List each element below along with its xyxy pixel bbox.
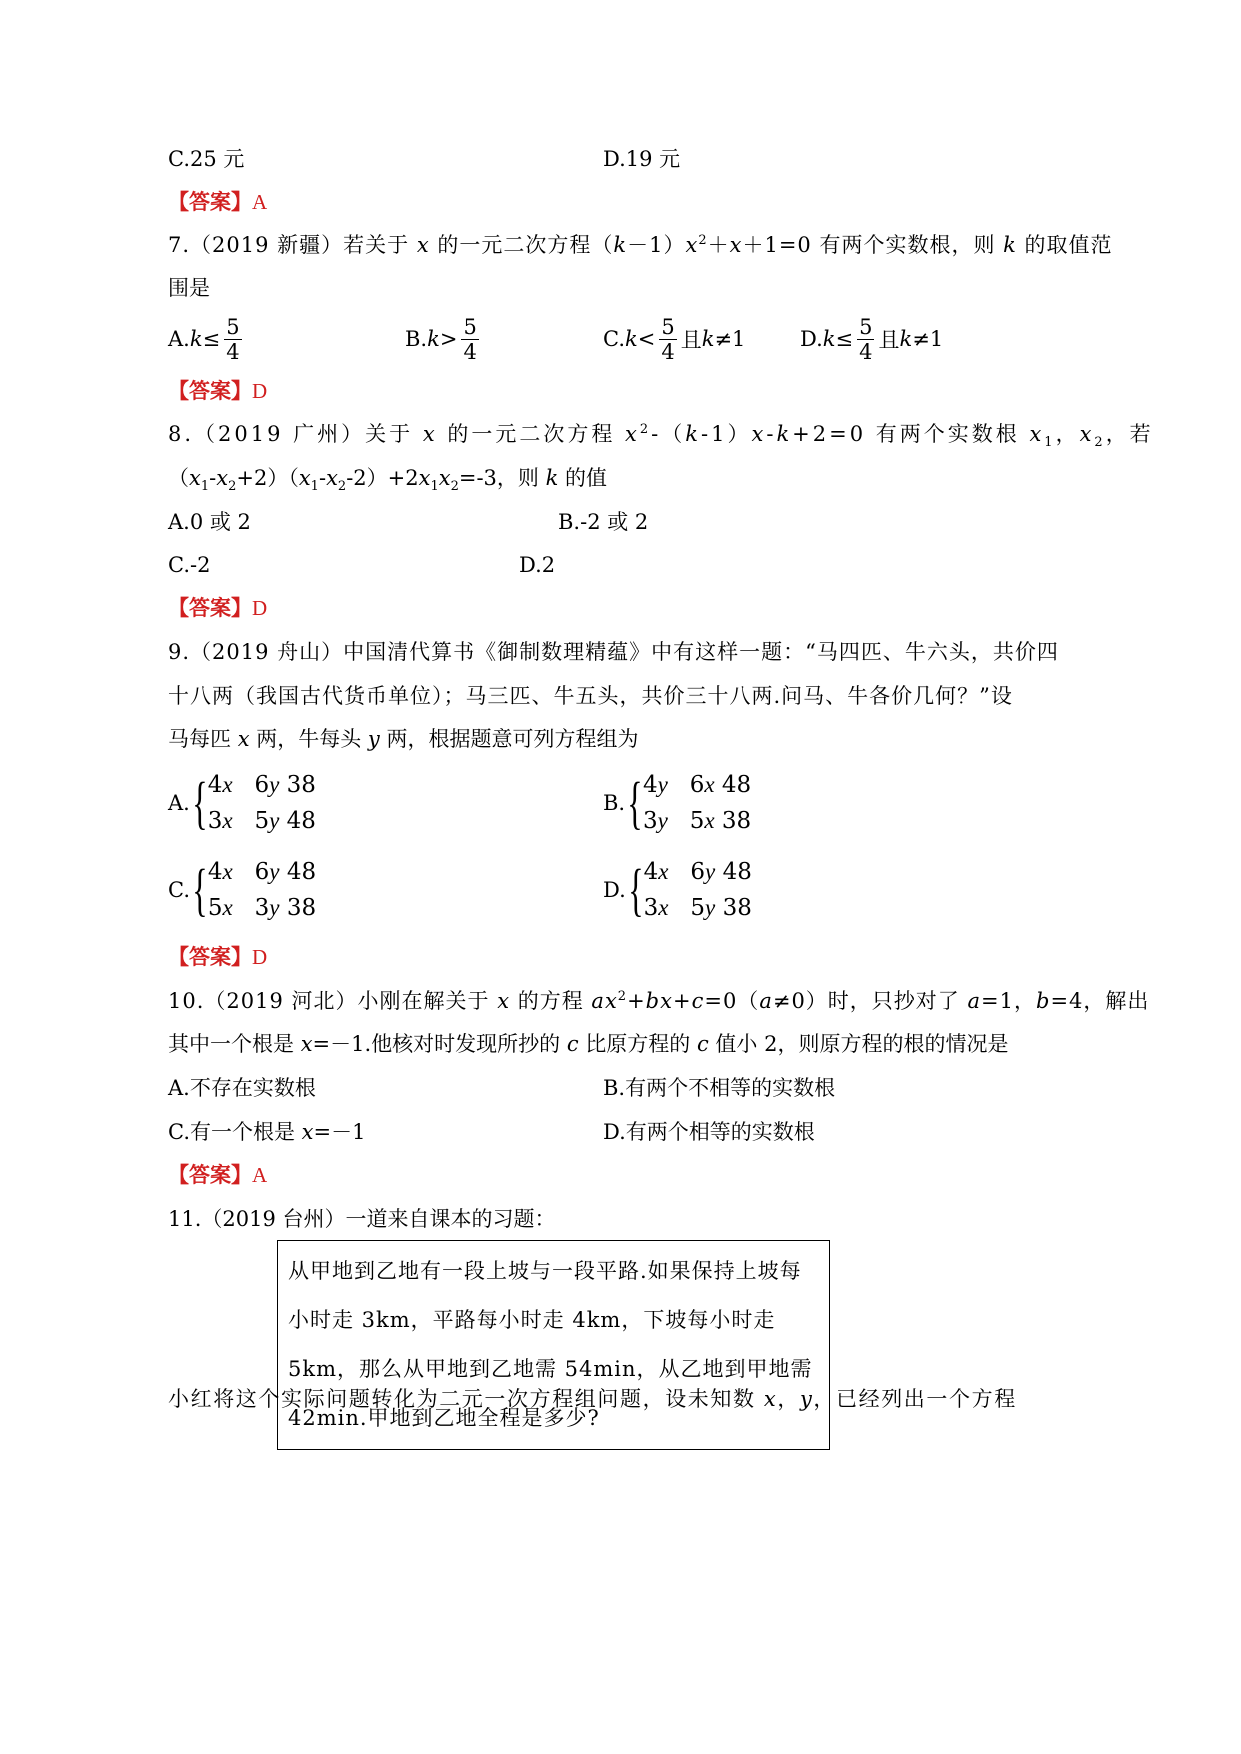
- fraction: $\frac{5}{4}$: [661, 314, 675, 364]
- q7-option-a: A. k ≤ $\frac{5}{4}$: [168, 314, 240, 364]
- q9-answer: 【答案】D: [168, 945, 268, 969]
- q11-problem-box: 从甲地到乙地有一段上坡与一段平路.如果保持上坡每小时走 3km，平路每小时走 4km，下坡每小时走 5km，那么从甲地到乙地需 54min，从乙地到甲地需 42min.甲地到乙地全程是多少?: [277, 1240, 830, 1450]
- q7-option-d: D. k ≤ $\frac{5}{4}$ 且 k ≠1: [800, 314, 944, 364]
- equation: 4x 6y 48: [643, 859, 752, 885]
- q11-stem-line1: 11.（2019 台州）一道来自课本的习题：: [168, 1207, 556, 1231]
- fraction: $\frac{5}{4}$: [226, 314, 240, 364]
- equation: 5x 3y 38: [207, 895, 317, 921]
- q6-option-c: C.25 元: [168, 147, 245, 171]
- q9-stem-line2: 十八两（我国古代货币单位）；马三匹、牛五头，共价三十八两.问马、牛各价几何？”设: [168, 684, 1013, 708]
- q8-option-b: B.-2 或 2: [558, 510, 649, 534]
- q10-option-d: D.有两个相等的实数根: [603, 1120, 815, 1144]
- fraction: $\frac{5}{4}$: [859, 314, 873, 364]
- equation: 3x 5y 38: [643, 895, 752, 921]
- q7-option-b: B. k > $\frac{5}{4}$: [405, 314, 477, 364]
- q7-stem-line2: 围是: [168, 276, 210, 300]
- q10-option-c: C.有一个根是 x=－1: [168, 1120, 366, 1144]
- q9-option-c: C. { 4x 6y 48 5x 3y 38: [168, 853, 316, 927]
- q10-stem-line1: 10.（2019 河北）小刚在解关于 x 的方程 $ax^2+bx+c=0(a\ne 0)$时，只抄对了 a=1，b=4，解出: [168, 989, 1150, 1013]
- q9-option-b: B. { 4y 6x 48 3y 5x 38: [603, 766, 751, 840]
- q9-option-a: A. { 4x 6y 38 3x 5y 48: [168, 766, 316, 840]
- equation: 3x 5y 48: [207, 808, 316, 834]
- equation: 4x 6y 38: [207, 772, 316, 798]
- q8-stem-line1: 8.（2019 广州）关于 x 的一元二次方程 $x^2-(k-1)x-k+2=0$ 有两个实数根 $x_1$，$x_2$，若: [168, 422, 1154, 451]
- q9-option-d: D. { 4x 6y 48 3x 5y 38: [603, 853, 752, 927]
- equation-system: [644, 854, 752, 926]
- q7-option-c: C. k < $\frac{5}{4}$ 且 k ≠1: [603, 314, 746, 364]
- equation-system: [208, 767, 316, 839]
- q10-option-b: B.有两个不相等的实数根: [603, 1076, 836, 1100]
- answer-value: A: [252, 190, 268, 214]
- q9-stem-line1: 9.（2019 舟山）中国清代算书《御制数理精蕴》中有这样一题：“马四匹、牛六头，共价四: [168, 640, 1059, 664]
- equation: 3y 5x 38: [642, 808, 752, 834]
- q7-stem-line1: 7.（2019 新疆）若关于 x 的一元二次方程$(k-1)x^2+x+1=0$ 有两个实数根，则 k 的取值范: [168, 233, 1113, 257]
- q10-option-a: A.不存在实数根: [168, 1076, 316, 1100]
- q10-stem-line2: 其中一个根是 x=－1.他核对时发现所抄的 c 比原方程的 c 值小 2，则原方程的根的情况是: [168, 1032, 1009, 1056]
- q9-stem-line3: 马每匹 x 两，牛每头 y 两，根据题意可列方程组为: [168, 727, 639, 751]
- equation-system: [208, 854, 316, 926]
- q6-answer: [168, 188, 267, 216]
- q8-option-d: D.2: [519, 553, 556, 577]
- q6-option-d: D.19 元: [603, 147, 681, 171]
- equation-system: [643, 767, 751, 839]
- equation: 4y 6x 48: [642, 772, 752, 798]
- answer-label: 【答案】: [168, 190, 252, 214]
- q8-stem-line2: $(x_1-x_2+2)(x_1-x_2-2)+2x_1x_2=-3$，则 k 的值: [168, 466, 608, 495]
- q10-answer: 【答案】A: [168, 1163, 268, 1187]
- q7-answer: 【答案】D: [168, 379, 268, 403]
- q8-answer: 【答案】D: [168, 596, 268, 620]
- equation: 4x 6y 48: [207, 859, 317, 885]
- fraction: $\frac{5}{4}$: [463, 314, 477, 364]
- q8-option-a: A.0 或 2: [168, 510, 251, 534]
- q11-stem-line2: 小红将这个实际问题转化为二元一次方程组问题，设未知数 x，y，已经列出一个方程: [168, 1387, 1017, 1411]
- q8-option-c: C.-2: [168, 553, 211, 577]
